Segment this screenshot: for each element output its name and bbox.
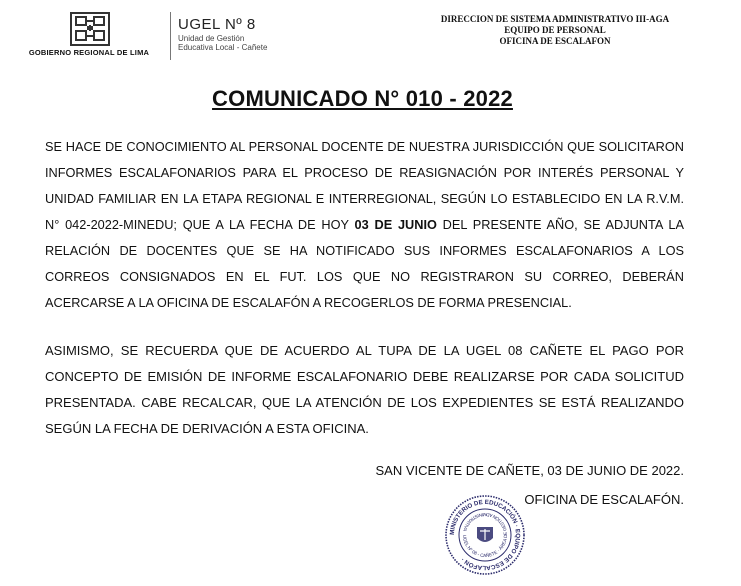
office-header-line2: EQUIPO DE PERSONAL bbox=[504, 25, 606, 35]
header-divider bbox=[170, 12, 171, 60]
ugel-subtitle-line1: Unidad de Gestión bbox=[178, 34, 245, 43]
paragraph-1-date-bold: 03 DE JUNIO bbox=[354, 217, 437, 232]
paragraph-1 bbox=[45, 134, 684, 316]
office-header bbox=[420, 14, 690, 47]
paragraph-2: ASIMISMO, SE RECUERDA QUE DE ACUERDO AL TUPA DE LA UGEL 08 CAÑETE EL PAGO POR CONCEPTO DE EMISIÓN DE INFORME ESCALAFONARIO DEBE REALIZARSE POR CADA SOLICITUD PRESENTADA. CABE RECALCAR, QUE LA ATENCIÓN DE LOS EXPEDIENTES SE ESTÁ REALIZANDO SEGÚN LA FECHA DE DERIVACIÓN A ESTA OFICINA. bbox=[45, 343, 684, 436]
regional-government-logo bbox=[14, 12, 164, 60]
ugel-subtitle-line2: Educativa Local - Cañete bbox=[178, 43, 268, 52]
seal-shield-icon bbox=[477, 527, 493, 542]
regional-emblem-icon bbox=[70, 12, 110, 46]
ugel-identity bbox=[178, 16, 267, 52]
office-header-line3: OFICINA DE ESCALAFON bbox=[499, 36, 611, 46]
place-and-date: SAN VICENTE DE CAÑETE, 03 DE JUNIO DE 2022. bbox=[375, 463, 684, 478]
seal-inner-text: UGEL Nº 08 - CAÑETE · ÁREA DE GESTIÓN ADMINISTRATIVA bbox=[461, 511, 509, 559]
paragraph-1-text-b: DEL PRESENTE AÑO, SE ADJUNTA LA RELACIÓN DE DOCENTES QUE SE HA NOTIFICADO SUS INFORMES ESCALAFONARIOS A LOS CORREOS CONSIGNADOS EN EL FUT. LOS QUE NO REGISTRARON SU CORREO, DEBERÁN ACERCARSE A LA OFICINA DE ESCALAFÓN A RECOGERLOS DE FORMA PRESENCIAL. bbox=[45, 217, 684, 310]
document-title: COMUNICADO N° 010 - 2022 bbox=[212, 86, 513, 111]
signing-office: OFICINA DE ESCALAFÓN. bbox=[524, 492, 684, 507]
paragraph-1-text-a: SE HACE DE CONOCIMIENTO AL PERSONAL DOCENTE DE NUESTRA JURISDICCIÓN QUE SOLICITARON INFORMES ESCALAFONARIOS PARA EL PROCESO DE REASIGNACIÓN POR INTERÉS PERSONAL Y UNIDAD FAMILIAR EN LA ETAPA REGIONAL E INTERREGIONAL, SEGÚN LO ESTABLECIDO EN LA R.V.M. N° 042-2022-MINEDU; QUE A LA FECHA DE HOY bbox=[45, 139, 684, 232]
ugel-title: UGEL Nº 8 bbox=[178, 16, 256, 33]
logo-caption: GOBIERNO REGIONAL DE LIMA bbox=[28, 48, 150, 57]
official-seal-stamp bbox=[444, 494, 526, 576]
seal-outer-text: MINISTERIO DE EDUCACIÓN · EQUIPO DE ESCALAFÓN · bbox=[448, 498, 522, 572]
office-header-line1: DIRECCION DE SISTEMA ADMINISTRATIVO III-AGA bbox=[440, 14, 670, 24]
